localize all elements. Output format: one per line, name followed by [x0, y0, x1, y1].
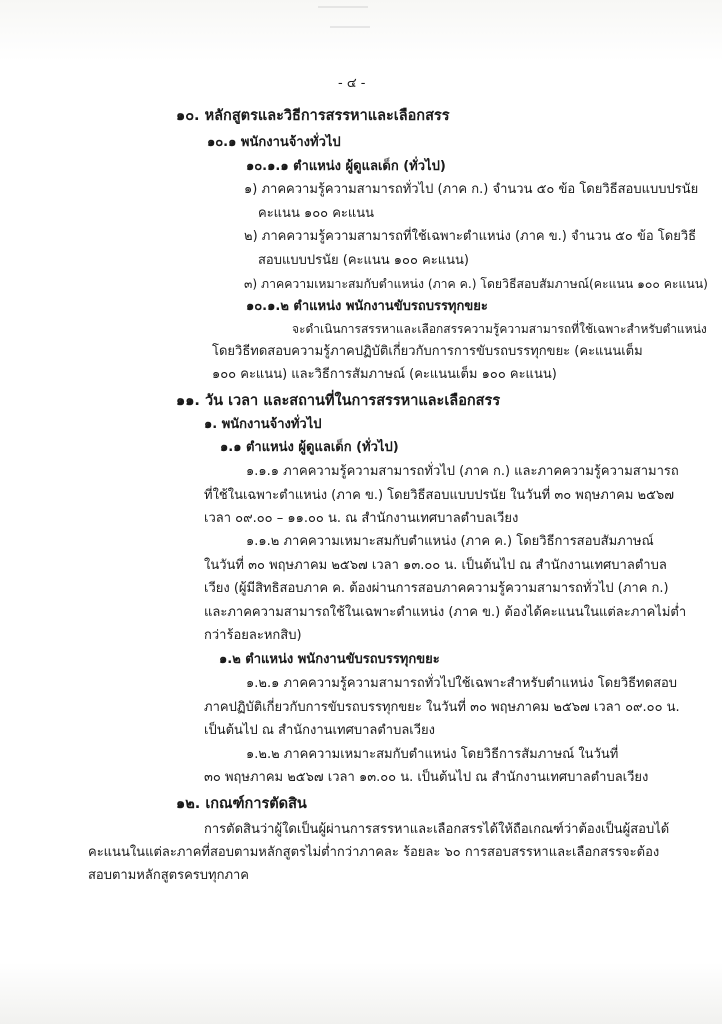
section-11-1-heading: ๑. พนักงานจ้างทั่วไป [204, 417, 322, 432]
para-1-2-2-line-1: ๑.๒.๒ ภาคความเหมาะสมกับตำแหน่ง โดยวิธีการสัมภาษณ์ ในวันที่ [246, 747, 619, 762]
para-10-1-2-line-1: จะดำเนินการสรรหาและเลือกสรรความรู้ความสามารถที่ใช้เฉพาะสำหรับตำแหน่ง [292, 322, 707, 336]
para-1-1-2-line-1: ๑.๑.๒ ภาคความเหมาะสมกับตำแหน่ง (ภาค ค.) โดยวิธีการสอบสัมภาษณ์ [246, 534, 654, 549]
para-1-2-2-line-2: ๓๐ พฤษภาคม ๒๕๖๗ เวลา ๑๓.๐๐ น. เป็นต้นไป ณ สำนักงานเทศบาลตำบลเวียง [204, 770, 649, 785]
section-12-heading: ๑๒. เกณฑ์การตัดสิน [176, 796, 307, 812]
item-2-line-1: ๒) ภาคความรู้ความสามารถที่ใช้เฉพาะตำแหน่ง (ภาค ข.) จำนวน ๕๐ ข้อ โดยวิธี [244, 229, 697, 244]
para-12-line-3: สอบตามหลักสูตรครบทุกภาค [88, 868, 250, 883]
section-10-1-1-heading: ๑๐.๑.๑ ตำแหน่ง ผู้ดูแลเด็ก (ทั่วไป) [246, 159, 446, 174]
item-2-line-2: สอบแบบปรนัย (คะแนน ๑๐๐ คะแนน) [258, 253, 469, 268]
section-11-1-1-heading: ๑.๑ ตำแหน่ง ผู้ดูแลเด็ก (ทั่วไป) [220, 440, 399, 455]
para-10-1-2-line-2: โดยวิธีทดสอบความรู้ภาคปฏิบัติเกี่ยวกับการการขับรถบรรทุกขยะ (คะแนนเต็ม [212, 344, 643, 359]
para-1-1-2-line-2: ในวันที่ ๓๐ พฤษภาคม ๒๕๖๗ เวลา ๑๓.๐๐ น. เป็นต้นไป ณ สำนักงานเทศบาลตำบล [204, 558, 667, 573]
section-11-heading: ๑๑. วัน เวลา และสถานที่ในการสรรหาและเลือกสรร [176, 393, 501, 409]
para-1-2-1-line-1: ๑.๒.๑ ภาคความรู้ความสามารถทั่วไปใช้เฉพาะสำหรับตำแหน่ง โดยวิธีทดสอบ [246, 676, 678, 691]
section-10-1-2-heading: ๑๐.๑.๒ ตำแหน่ง พนักงานขับรถบรรทุกขยะ [246, 299, 488, 314]
para-1-1-1-line-2: ที่ใช้ในเฉพาะตำแหน่ง (ภาค ข.) โดยวิธีสอบแบบปรนัย ในวันที่ ๓๐ พฤษภาคม ๒๕๖๗ [204, 488, 674, 503]
item-1-line-2: คะแนน ๑๐๐ คะแนน [258, 206, 375, 221]
para-10-1-2-line-3: ๑๐๐ คะแนน) และวิธีการสัมภาษณ์ (คะแนนเต็ม ๑๐๐ คะแนน) [212, 367, 557, 382]
para-1-1-2-line-5: กว่าร้อยละหกสิบ) [204, 628, 302, 643]
para-12-line-2: คะแนนในแต่ละภาคที่สอบตามหลักสูตรไม่ต่ำกว่าภาคละ ร้อยละ ๖๐ การสอบสรรหาและเลือกสรรจะต้อง [88, 845, 660, 860]
section-10-1-heading: ๑๐.๑ พนักงานจ้างทั่วไป [207, 135, 341, 150]
bleed-through-mark [330, 26, 370, 28]
para-1-1-1-line-3: เวลา ๐๙.๐๐ – ๑๑.๐๐ น. ณ สำนักงานเทศบาลตำบลเวียง [204, 511, 519, 526]
item-1-line-1: ๑) ภาคความรู้ความสามารถทั่วไป (ภาค ก.) จำนวน ๕๐ ข้อ โดยวิธีสอบแบบปรนัย [244, 182, 699, 197]
para-1-2-1-line-3: เป็นต้นไป ณ สำนักงานเทศบาลตำบลเวียง [204, 723, 436, 738]
para-1-1-2-line-3: เวียง (ผู้มีสิทธิสอบภาค ค. ต้องผ่านการสอบภาคความรู้ความสามารถทั่วไป (ภาค ก.) [204, 581, 669, 596]
section-11-1-2-heading: ๑.๒ ตำแหน่ง พนักงานขับรถบรรทุกขยะ [219, 652, 440, 667]
page-number: - ๔ - [338, 76, 366, 91]
bleed-through-mark [318, 6, 368, 8]
para-1-1-2-line-4: และภาคความสามารถใช้ในเฉพาะตำแหน่ง (ภาค ข.) ต้องได้คะแนนในแต่ละภาคไม่ต่ำ [204, 605, 687, 620]
section-10-heading: ๑๐. หลักสูตรและวิธีการสรรหาและเลือกสรร [176, 108, 450, 124]
item-3-line: ๓) ภาคความเหมาะสมกับตำแหน่ง (ภาค ค.) โดยวิธีสอบสัมภาษณ์(คะแนน ๑๐๐ คะแนน) [244, 277, 708, 291]
para-12-line-1: การตัดสินว่าผู้ใดเป็นผู้ผ่านการสรรหาและเลือกสรรได้ให้ถือเกณฑ์ว่าต้องเป็นผู้สอบได้ [204, 822, 670, 837]
para-1-2-1-line-2: ภาคปฏิบัติเกี่ยวกับการขับรถบรรทุกขยะ ในวันที่ ๓๐ พฤษภาคม ๒๕๖๗ เวลา ๐๙.๐๐ น. [204, 700, 680, 715]
para-1-1-1-line-1: ๑.๑.๑ ภาคความรู้ความสามารถทั่วไป (ภาค ก.) และภาคความรู้ความสามารถ [246, 464, 679, 479]
